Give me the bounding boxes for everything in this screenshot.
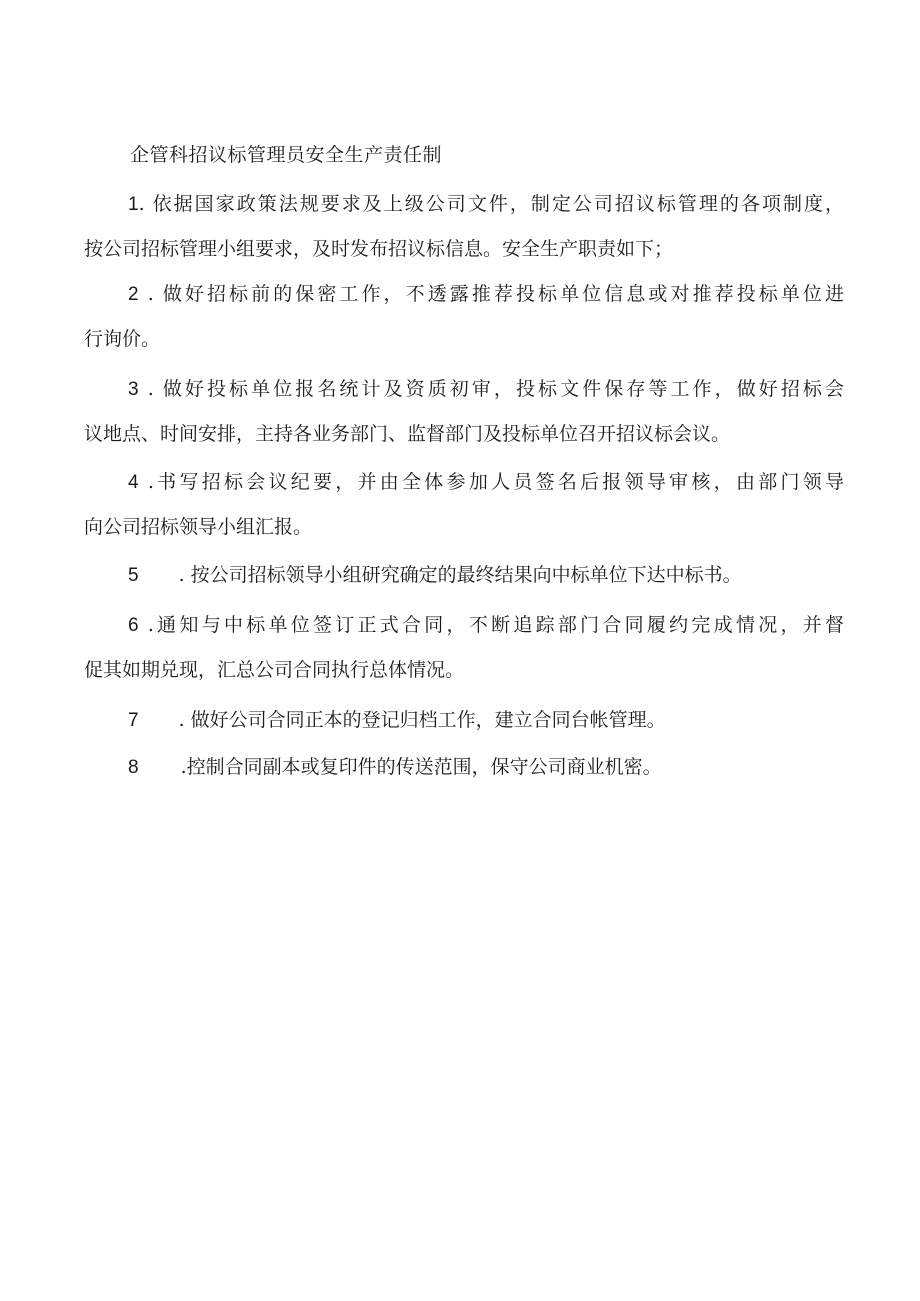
item-text: .控制合同副本或复印件的传送范围，保守公司商业机密。 xyxy=(180,756,662,778)
list-item-line xyxy=(84,553,844,598)
item-text: . 依据国家政策法规要求及上级公司文件，制定公司招议标管理的各项制度， xyxy=(138,193,844,215)
list-item xyxy=(84,553,844,598)
list-item xyxy=(84,603,844,692)
item-text: . 做好公司合同正本的登记归档工作，建立合同台帐管理。 xyxy=(178,709,666,731)
item-number: 6 xyxy=(128,615,139,636)
item-number: 7 xyxy=(128,710,139,731)
list-item xyxy=(84,272,844,361)
list-item-line: 促其如期兑现，汇总公司合同执行总体情况。 xyxy=(84,659,465,681)
item-text: . 按公司招标领导小组研究确定的最终结果向中标单位下达中标书。 xyxy=(178,564,742,586)
list-item xyxy=(84,367,844,456)
list-item-line xyxy=(84,745,844,790)
item-text: .书写招标会议纪要，并由全体参加人员签名后报领导审核，由部门领导 xyxy=(138,471,844,493)
item-text: .通知与中标单位签订正式合同，不断追踪部门合同履约完成情况，并督 xyxy=(138,614,844,636)
list-item-line: 按公司招标管理小组要求，及时发布招议标信息。安全生产职责如下； xyxy=(84,238,674,260)
item-number: 4 xyxy=(128,472,139,493)
list-item-line xyxy=(84,698,844,743)
item-number: 2 xyxy=(128,284,139,305)
list-item-line xyxy=(84,367,844,412)
list-item xyxy=(84,698,844,743)
item-text: . 做好招标前的保密工作，不透露推荐投标单位信息或对推荐投标单位进 xyxy=(138,283,844,305)
list-item xyxy=(84,182,844,271)
list-item-line xyxy=(84,272,844,317)
item-number: 1 xyxy=(128,194,139,215)
list-item xyxy=(84,460,844,549)
list-item-line xyxy=(84,603,844,648)
list-item-line xyxy=(84,182,844,227)
list-item xyxy=(84,745,844,790)
item-text: . 做好投标单位报名统计及资质初审，投标文件保存等工作，做好招标会 xyxy=(138,378,844,400)
list-item-line: 向公司招标领导小组汇报。 xyxy=(84,516,313,538)
item-number: 8 xyxy=(128,757,139,778)
document-title: 企管科招议标管理员安全生产责任制 xyxy=(130,144,443,166)
list-item-line: 议地点、时间安排，主持各业务部门、监督部门及投标单位召开招议标会议。 xyxy=(84,423,731,445)
list-item-line: 行询价。 xyxy=(84,328,161,350)
item-number: 5 xyxy=(128,565,139,586)
item-number: 3 xyxy=(128,379,139,400)
list-item-line xyxy=(84,460,844,505)
